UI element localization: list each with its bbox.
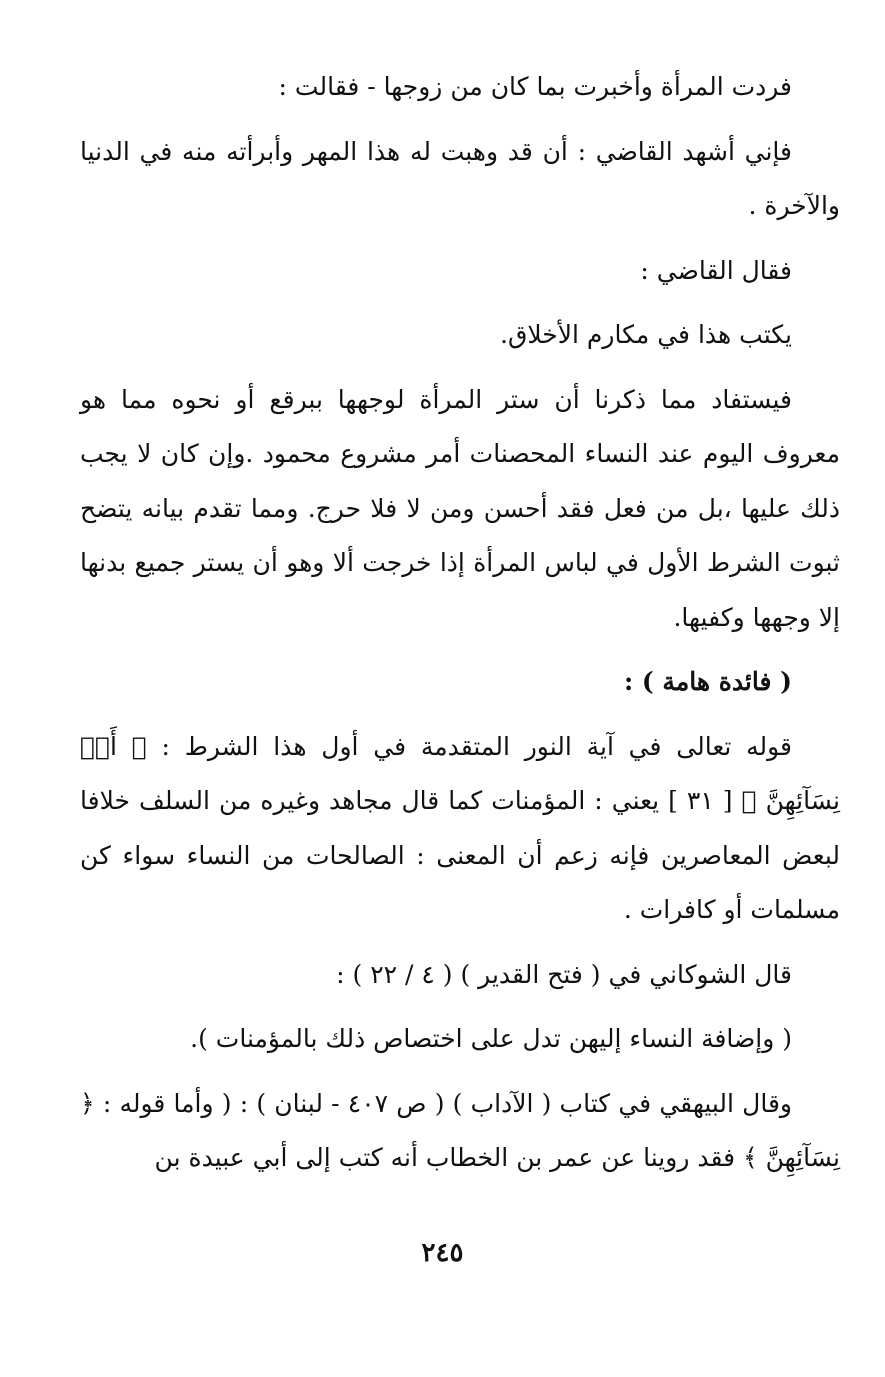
paragraph-7: قوله تعالى في آية النور المتقدمة في أول هذا الشرط : ﴿ أَوۡ نِسَآئِهِنَّ ﴾ [ ٣١ ] يعني : المؤمنات كما قال مجاهد وغيره من السلف خلافا لبعض المعاصرين فإنه زعم أن المعنى : الصالحات من النساء سواء كن مسلمات أو كافرات . <box>80 731 840 924</box>
paragraph-5: فيستفاد مما ذكرنا أن ستر المرأة لوجهها ببرقع أو نحوه مما هو معروف اليوم عند النساء المحصنات أمر مشروع محمود .وإن كان لا يجب ذلك عليها ،بل من فعل فقد أحسن ومن لا فلا حرج. ومما تقدم بيانه يتضح ثبوت الشرط الأول في لباس المرأة إذا خرجت ألا وهو أن يستر جميع بدنها إلا وجهها وكفيها. <box>80 384 840 632</box>
paragraph-8: قال الشوكاني في ( فتح القدير ) ( ٤ / ٢٢ ) : <box>336 959 792 989</box>
paragraph-9: ( وإضافة النساء إليهن تدل على اختصاص ذلك بالمؤمنات ). <box>190 1024 792 1053</box>
page-number: ٢٤٥ <box>421 1238 464 1268</box>
section-heading-important-note: ( فائدة هامة ) : <box>623 667 792 696</box>
paragraph-3: فقال القاضي : <box>640 255 792 285</box>
paragraph-10: وقال البيهقي في كتاب ( الآداب ) ( ص ٤٠٧ - لبنان ) : ( وأما قوله : ﴿ نِسَآئِهِنَّ ﴾ فقد روينا عن عمر بن الخطاب أنه كتب إلى أبي عبيدة بن <box>80 1088 840 1172</box>
paragraph-4: يكتب هذا في مكارم الأخلاق. <box>500 320 792 349</box>
page-body-text <box>80 60 840 1196</box>
paragraph-1: فردت المرأة وأخبرت بما كان من زوجها - فقالت : <box>278 72 792 101</box>
paragraph-2: فإني أشهد القاضي : أن قد وهبت له هذا المهر وأبرأته منه في الدنيا والآخرة . <box>80 136 840 220</box>
